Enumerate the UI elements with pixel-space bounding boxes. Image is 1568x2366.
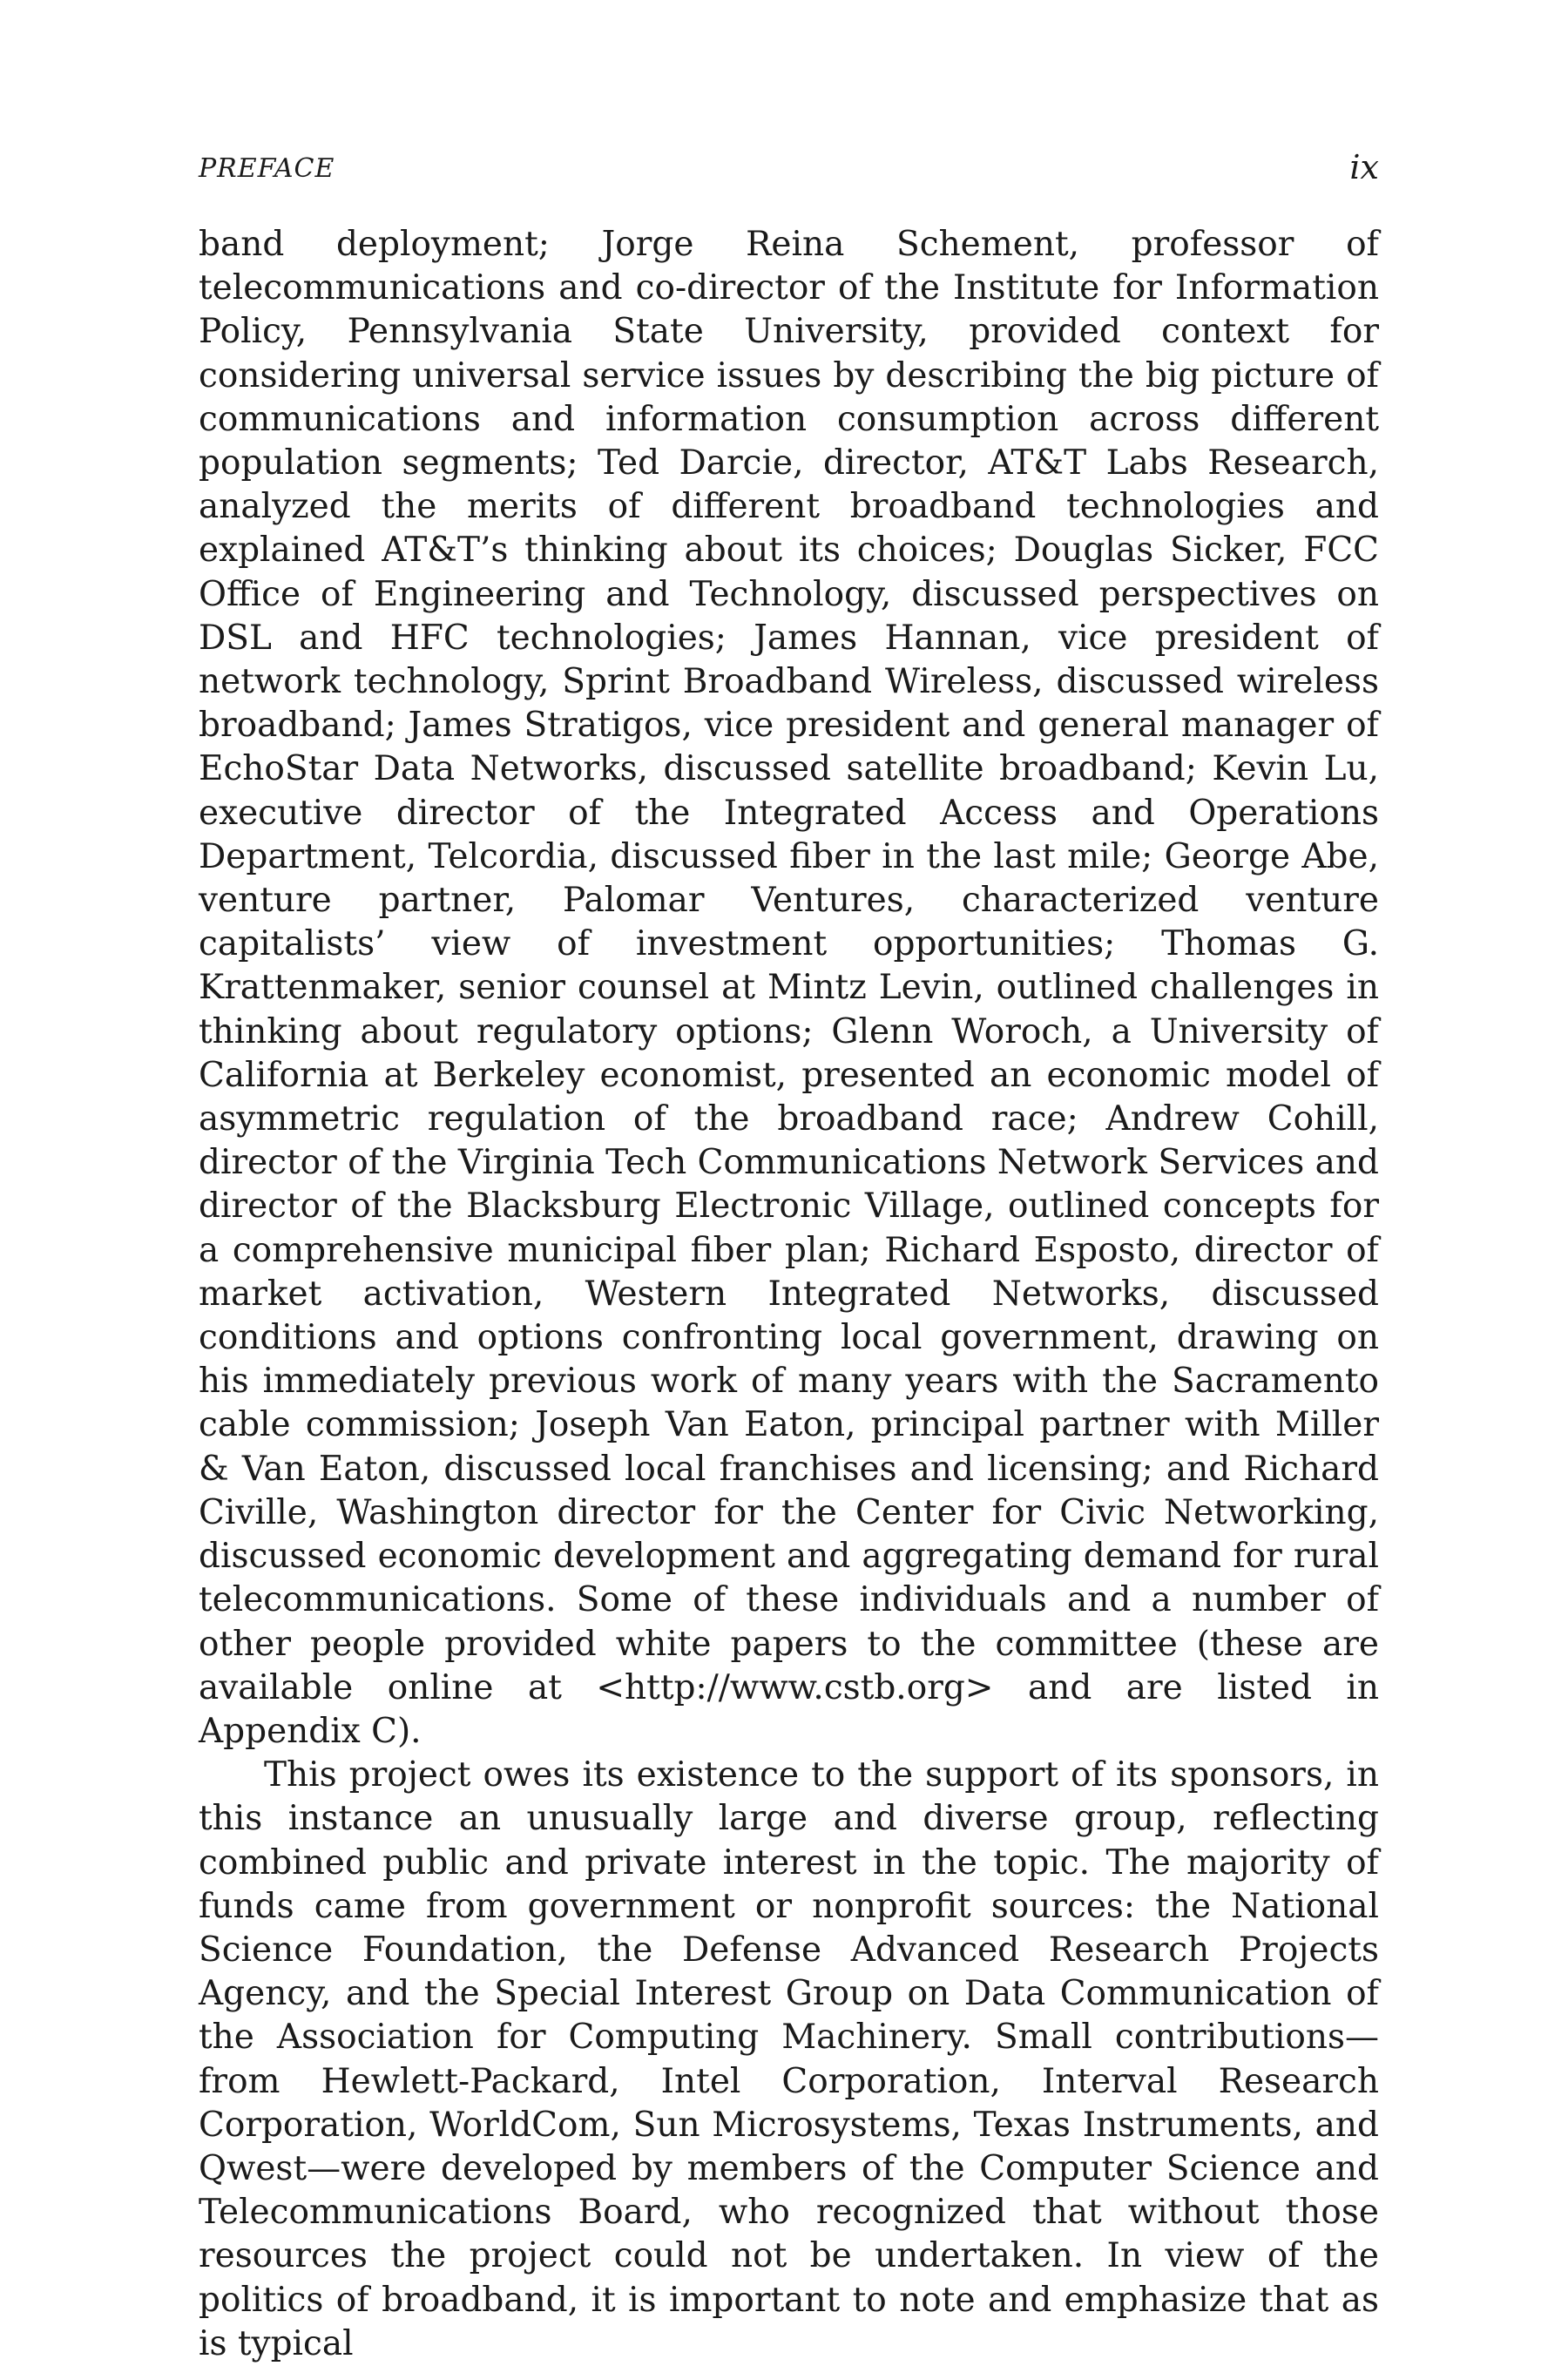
paragraph-continued: band deployment; Jorge Reina Schement, professor of telecommunications and co-director of the Institute for Information Policy, Pennsylvania State University, provided context for considering universal service issues by describing the big picture of communications and information consumption across different population segments; Ted Darcie, director, AT&T Labs Research, analyzed the merits of different broadband technologies and explained AT&T’s thinking about its choices; Douglas Sicker, FCC Office of Engineering and Technology, discussed perspectives on DSL and HFC technologies; James Hannan, vice president of network technology, Sprint Broadband Wireless, discussed wireless broadband; James Stratigos, vice president and general manager of EchoStar Data Networks, discussed satellite broadband; Kevin Lu, executive director of the Integrated Access and Operations Department, Telcordia, discussed fiber in the last mile; George Abe, venture partner, Palomar Ventures, characterized venture capitalists’ view of investment opportunities; Thomas G. Krattenmaker, senior counsel at Mintz Levin, outlined challenges in thinking about regulatory options; Glenn Woroch, a University of California at Berkeley economist, presented an economic model of asymmetric regulation of the broadband race; Andrew Cohill, director of the Virginia Tech Communications Network Services and director of the Blacksburg Electronic Village, outlined concepts for a comprehensive municipal fiber plan; Richard Esposto, director of market activation, Western Integrated Networks, discussed conditions and options confronting local government, drawing on his immediately previous work of many years with the Sacramento cable commission; Joseph Van Eaton, principal partner with Miller & Van Eaton, discussed local franchises and licensing; and Richard Civille, Washington director for the Center for Civic Networking, discussed economic development and aggregating demand for rural telecommunications. Some of these individuals and a number of other people provided white papers to the committee (these are available online at <http://www.cstb.org> and are listed in Appendix C). xyxy=(199,225,1379,1751)
running-head xyxy=(199,148,1379,192)
paragraph-sponsors: This project owes its existence to the support of its sponsors, in this instance an unusually large and diverse group, reflecting combined public and private interest in the topic. The majority of funds came from government or nonprofit sources: the National Science Foundation, the Defense Advanced Research Projects Agency, and the Special Interest Group on Data Communication of the Association for Computing Machinery. Small contributions—from Hewlett-Packard, Intel Corporation, Interval Research Corporation, WorldCom, Sun Microsystems, Texas Instruments, and Qwest—were developed by members of the Computer Science and Telecommunications Board, who recognized that without those resources the project could not be undertaken. In view of the politics of broadband, it is important to note and emphasize that as is typical xyxy=(199,1755,1379,2363)
section-title: PREFACE xyxy=(199,153,335,184)
body-text xyxy=(199,223,1379,2366)
page-number: ix xyxy=(1349,148,1379,186)
